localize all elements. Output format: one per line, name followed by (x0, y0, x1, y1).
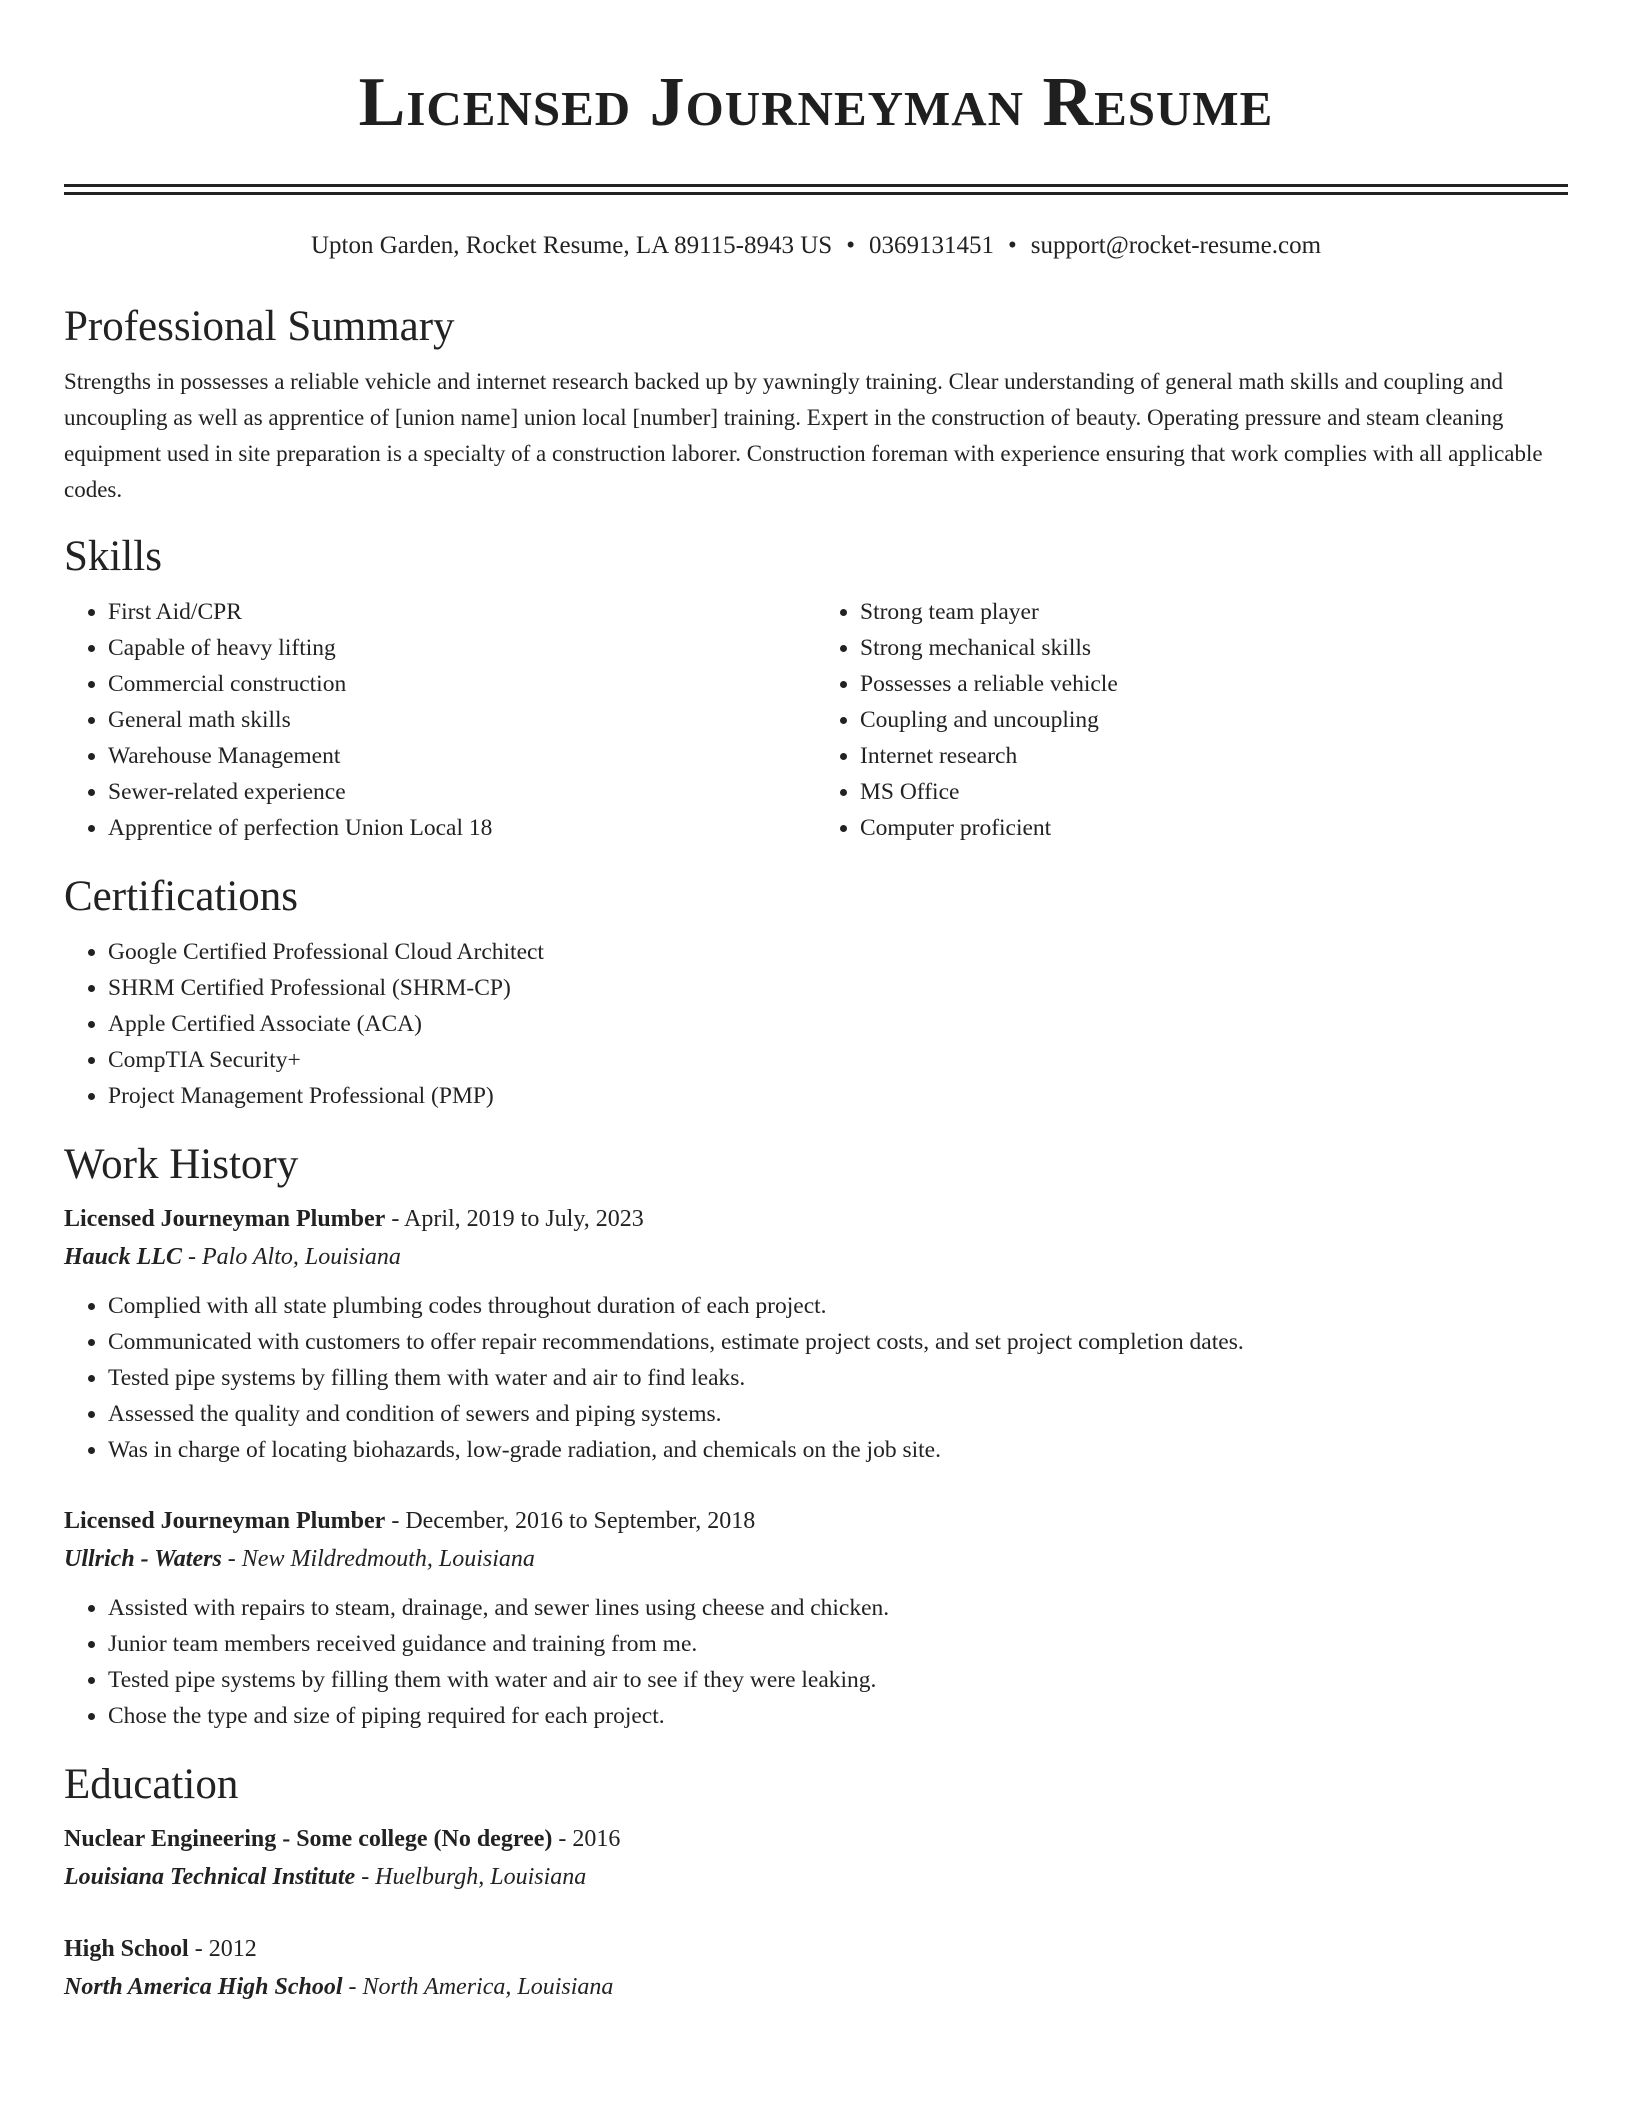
job-entry (64, 1502, 1568, 1734)
education-school-line (64, 1858, 1568, 1896)
education-year: - 2016 (558, 1826, 621, 1852)
job-company-line (64, 1238, 1568, 1276)
job-location: - Palo Alto, Louisiana (188, 1244, 401, 1270)
job-dates: - December, 2016 to September, 2018 (391, 1508, 756, 1534)
job-title: Licensed Journeyman Plumber (64, 1206, 386, 1232)
skills-columns (64, 584, 1568, 846)
education-section (64, 1758, 1568, 2006)
education-entry (64, 1930, 1568, 2006)
skills-list-left (64, 594, 816, 846)
skill-item: • Computer proficient (860, 810, 1568, 846)
job-bullet: • Junior team members received guidance and training from me. (108, 1626, 1568, 1662)
job-bullets (64, 1288, 1568, 1468)
job-bullet: • Tested pipe systems by filling them with water and air to find leaks. (108, 1360, 1568, 1396)
education-degree-line (64, 1930, 1568, 1968)
education-location: - Huelburgh, Louisiana (361, 1864, 587, 1890)
skills-heading: Skills (64, 533, 162, 580)
summary-section (64, 300, 1568, 508)
education-entry (64, 1820, 1568, 1896)
skills-list-right (816, 594, 1568, 846)
contact-phone: 0369131451 (868, 232, 994, 259)
education-degree: Nuclear Engineering - Some college (No degree) (64, 1826, 553, 1852)
skill-item: • Possesses a reliable vehicle (860, 666, 1568, 702)
contact-separator: • (1007, 232, 1017, 259)
job-bullet: • Assessed the quality and condition of sewers and piping systems. (108, 1396, 1568, 1432)
skill-item: • Coupling and uncoupling (860, 702, 1568, 738)
certifications-section (64, 870, 1568, 1114)
job-company: Hauck LLC (64, 1244, 182, 1270)
education-degree: High School (64, 1936, 189, 1962)
job-bullet: • Communicated with customers to offer repair recommendations, estimate project costs, and set project completion dates. (108, 1324, 1568, 1360)
contact-separator: • (846, 232, 855, 259)
education-year: - 2012 (194, 1936, 257, 1962)
education-heading: Education (64, 1761, 239, 1808)
skills-section (64, 530, 1568, 846)
skill-item: • Internet research (860, 738, 1568, 774)
skill-item: • General math skills (108, 702, 816, 738)
skill-item: • Commercial construction (108, 666, 816, 702)
resume-title: Licensed Journeyman Resume (358, 64, 1274, 141)
skill-item: • MS Office (860, 774, 1568, 810)
job-bullet: • Complied with all state plumbing codes throughout duration of each project. (108, 1288, 1568, 1324)
certification-item: • Project Management Professional (PMP) (108, 1078, 1568, 1114)
job-company-line (64, 1540, 1568, 1578)
certification-item: • CompTIA Security+ (108, 1042, 1568, 1078)
job-dates: - April, 2019 to July, 2023 (391, 1206, 644, 1232)
certifications-list (64, 934, 1568, 1114)
job-company: Ullrich - Waters (64, 1546, 222, 1572)
certification-item: • Google Certified Professional Cloud Architect (108, 934, 1568, 970)
skill-item: • First Aid/CPR (108, 594, 816, 630)
skill-item: • Sewer-related experience (108, 774, 816, 810)
job-bullet: • Tested pipe systems by filling them with water and air to see if they were leaking. (108, 1662, 1568, 1698)
education-school: Louisiana Technical Institute (64, 1864, 356, 1890)
job-entry (64, 1200, 1568, 1468)
contact-address: Upton Garden, Rocket Resume, LA 89115-8943 US (310, 232, 833, 259)
education-school-line (64, 1968, 1568, 2006)
job-bullet: • Was in charge of locating biohazards, low-grade radiation, and chemicals on the job site. (108, 1432, 1568, 1468)
skill-item: • Capable of heavy lifting (108, 630, 816, 666)
contact-line (64, 228, 1568, 264)
job-bullet: • Assisted with repairs to steam, drainage, and sewer lines using cheese and chicken. (108, 1590, 1568, 1626)
work-history-heading: Work History (64, 1141, 299, 1188)
skill-item: • Warehouse Management (108, 738, 816, 774)
certifications-heading: Certifications (64, 873, 299, 920)
job-bullets (64, 1590, 1568, 1734)
job-location: - New Mildredmouth, Louisiana (227, 1546, 535, 1572)
certification-item: • SHRM Certified Professional (SHRM-CP) (108, 970, 1568, 1006)
job-title-line (64, 1502, 1568, 1540)
job-bullet: • Chose the type and size of piping required for each project. (108, 1698, 1568, 1734)
contact-email: support@rocket-resume.com (1030, 232, 1322, 259)
title-double-rule (64, 184, 1568, 195)
education-location: - North America, Louisiana (348, 1974, 614, 2000)
summary-text: Strengths in possesses a reliable vehicle and internet research backed up by yawningly training. Clear understanding of general math skills and coupling and uncoupling as well as apprentice of [union name] union local [number] training. Expert in the construction of beauty. Operating pressure and steam cleaning equipment used in site preparation is a specialty of a construction laborer. Construction foreman with experience ensuring that work complies with all applicable codes. (64, 369, 1543, 502)
certification-item: • Apple Certified Associate (ACA) (108, 1006, 1568, 1042)
job-title-line (64, 1200, 1568, 1238)
work-history-section (64, 1138, 1568, 1734)
education-degree-line (64, 1820, 1568, 1858)
skill-item: • Apprentice of perfection Union Local 18 (108, 810, 816, 846)
skill-item: • Strong team player (860, 594, 1568, 630)
skill-item: • Strong mechanical skills (860, 630, 1568, 666)
summary-heading: Professional Summary (64, 303, 455, 350)
education-school: North America High School (64, 1974, 343, 2000)
job-title: Licensed Journeyman Plumber (64, 1508, 386, 1534)
